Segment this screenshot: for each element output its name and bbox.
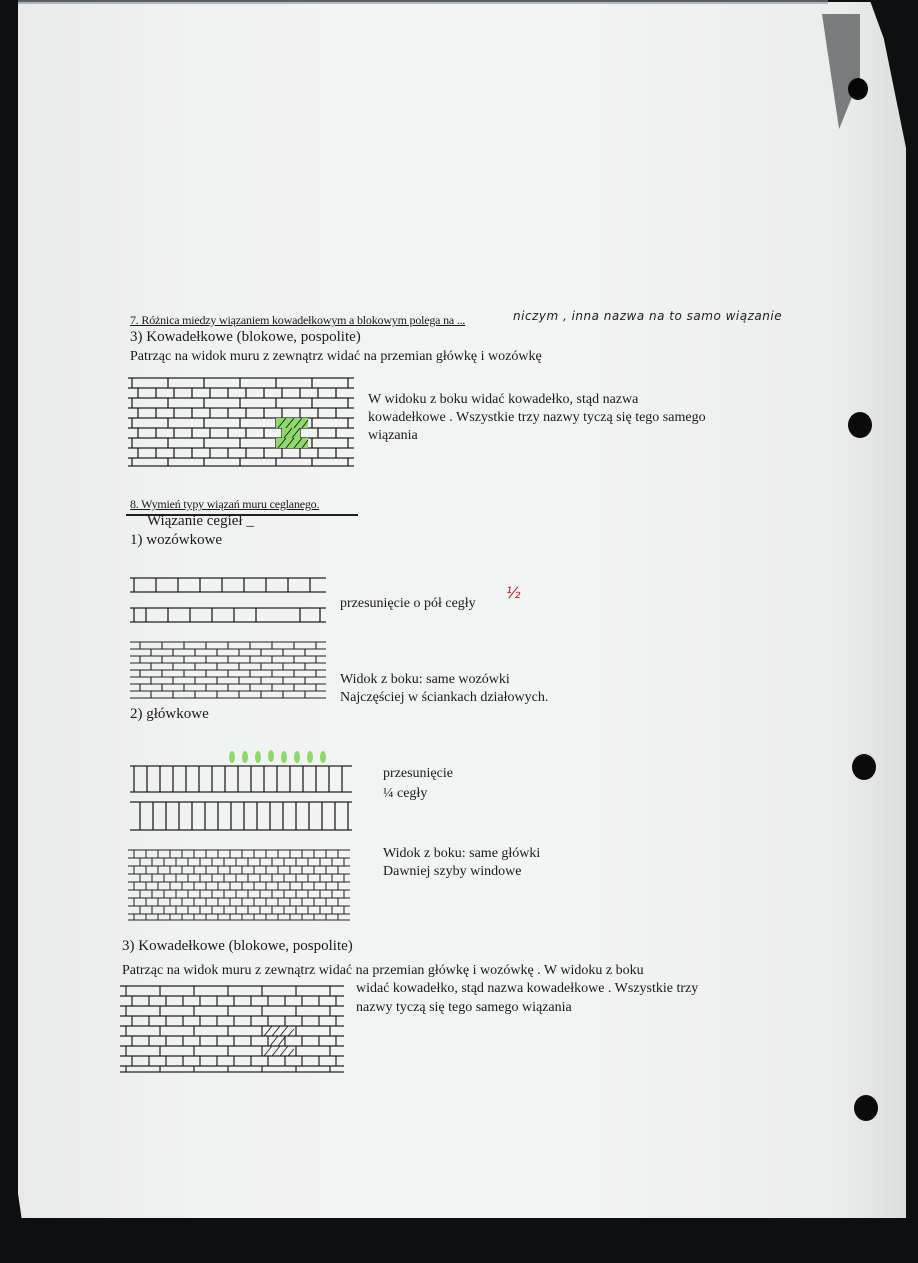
- type-3-side-line-2: nazwy tyczą się tego samego wiązania: [356, 1000, 572, 1015]
- q8-subheading: Wiązanie cegieł _: [147, 513, 254, 529]
- type-1-label: 1) wozówkowe: [130, 532, 223, 548]
- type-2-offset-line-2: ¼ cegły: [383, 786, 428, 801]
- punch-hole: [852, 754, 876, 780]
- type-2-side-line-2: Dawniej szyby windowe: [383, 864, 522, 879]
- punch-hole: [854, 1095, 878, 1121]
- punch-hole-top: [848, 78, 868, 100]
- q7-side-line-3: wiązania: [368, 428, 418, 443]
- glowkowe-side-view-diagram: [128, 848, 354, 922]
- type-1-handwritten-note: ½: [506, 584, 521, 602]
- type-1-side-line-2: Najczęściej w ściankach działowych.: [340, 690, 549, 705]
- glowkowe-green-marks: [228, 748, 328, 764]
- q7-intro: Patrząc na widok muru z zewnątrz widać na przemian główkę i wozówkę: [130, 349, 542, 364]
- type-2-offset-line-1: przesunięcie: [383, 766, 453, 781]
- question-7-handwritten-answer: niczym , inna nazwa na to samo wiązanie: [513, 309, 783, 323]
- question-7-prompt: 7. Różnica miedzy wiązaniem kowadełkowym a blokowym polega na ...: [130, 313, 466, 327]
- q7-heading: 3) Kowadełkowe (blokowe, pospolite): [130, 329, 361, 345]
- highlighted-anvil-brick: [276, 418, 308, 448]
- type-3-intro: Patrząc na widok muru z zewnątrz widać na przemian główkę i wozówkę . W widoku z boku: [122, 963, 644, 978]
- glowkowe-top-view-diagram: [130, 764, 355, 836]
- type-3-label: 3) Kowadełkowe (blokowe, pospolite): [122, 938, 353, 954]
- kowadelkowe-wall-diagram-2: [120, 984, 348, 1074]
- type-2-side-line-1: Widok z boku: same główki: [383, 846, 541, 861]
- wozowkowe-top-view-diagram: [130, 576, 330, 626]
- punch-hole: [848, 412, 872, 438]
- wozowkowe-side-view-diagram: [130, 640, 330, 702]
- q7-side-line-2: kowadełkowe . Wszystkie trzy nazwy tyczą się tego samego: [368, 410, 706, 425]
- type-1-side-line-1: Widok z boku: same wozówki: [340, 672, 510, 687]
- kowadelkowe-wall-diagram-1: [128, 376, 358, 468]
- type-3-side-line-1: widać kowadełko, stąd nazwa kowadełkowe . Wszystkie trzy: [356, 981, 699, 996]
- page-top-edge: [18, 0, 828, 4]
- type-1-offset-text: przesunięcie o pół cegły: [340, 596, 476, 611]
- question-8-prompt: 8. Wymień typy wiązań muru ceglanego.: [130, 497, 320, 511]
- q7-side-line-1: W widoku z boku widać kowadełko, stąd nazwa: [368, 392, 639, 407]
- type-2-label: 2) główkowe: [130, 706, 209, 722]
